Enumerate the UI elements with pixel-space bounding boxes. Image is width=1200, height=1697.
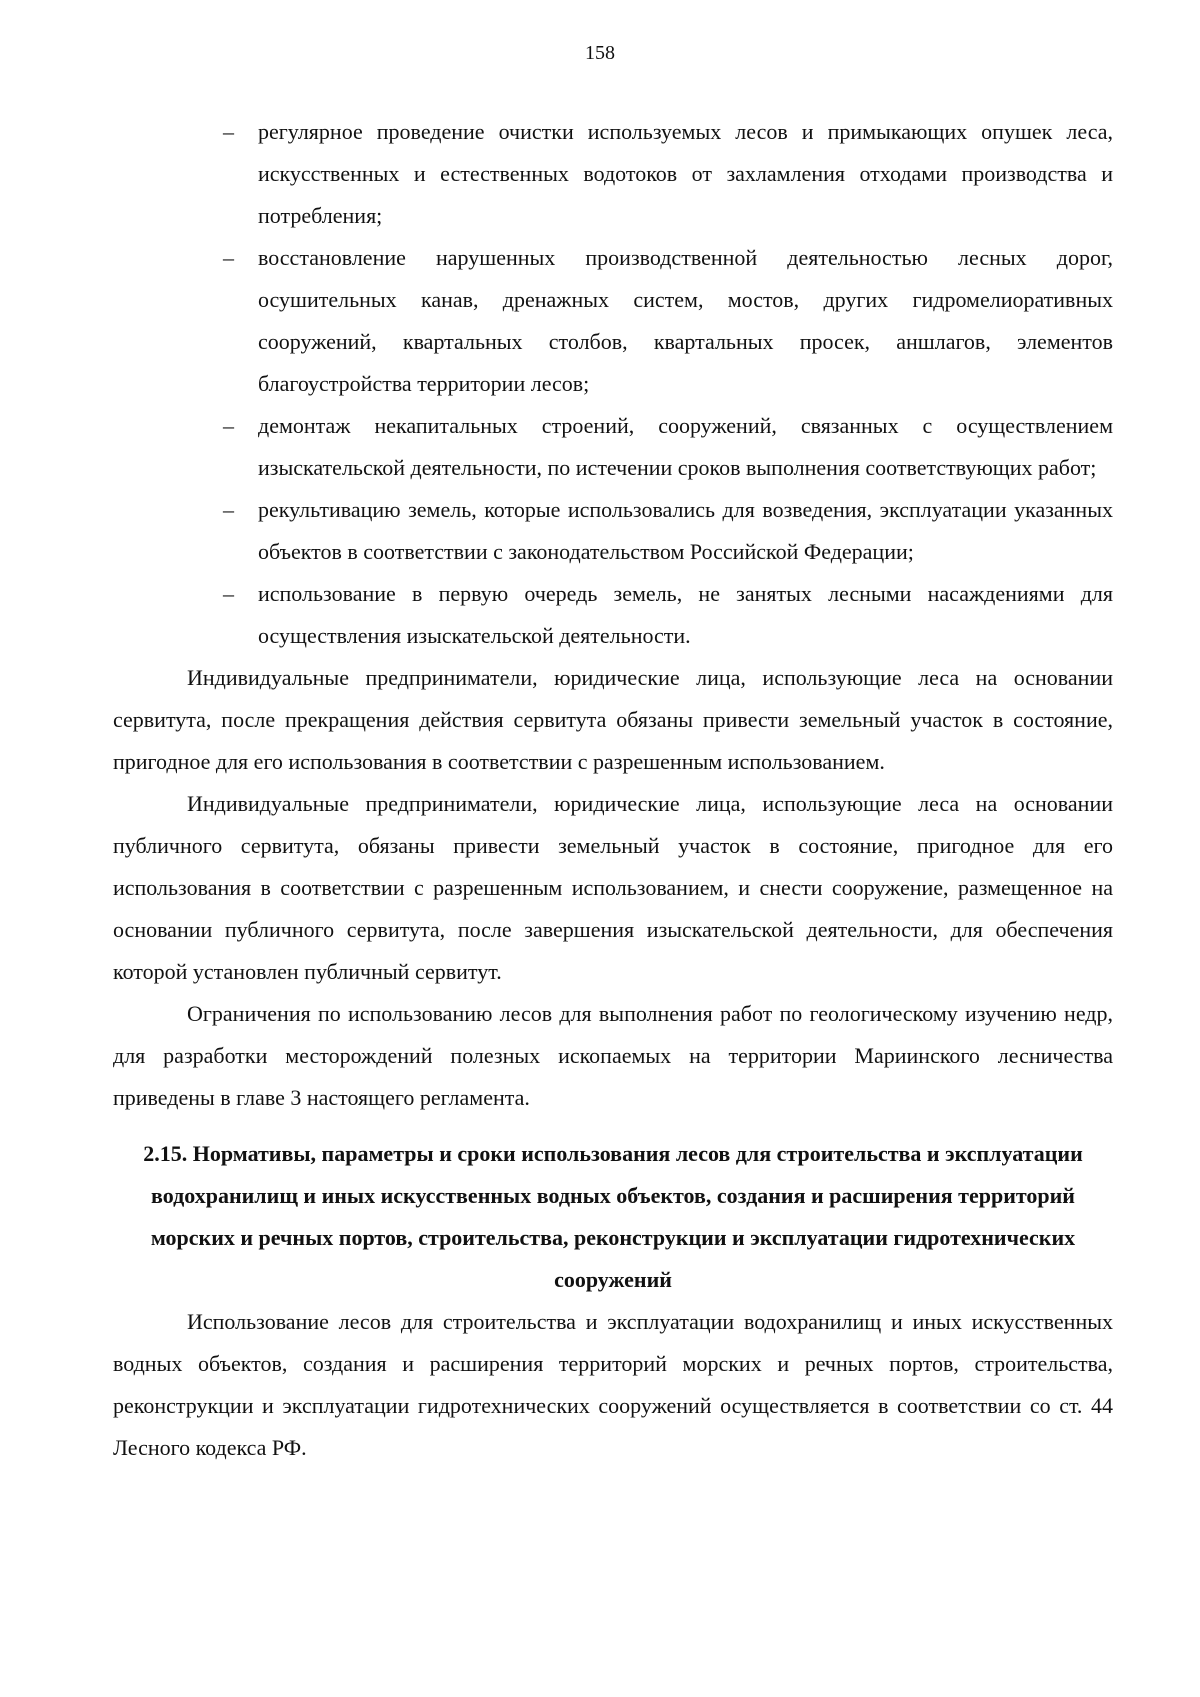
bullet-text: регулярное проведение очистки используемых лесов и примыкающих опушек леса, искусственных и естественных водотоков от захламления отходами производства и потребления; xyxy=(258,119,1113,228)
bullet-item xyxy=(113,489,1113,573)
bullet-dash: – xyxy=(223,413,234,438)
paragraph-public-servitude: Индивидуальные предприниматели, юридические лица, использующие леса на основании публичного сервитута, обязаны привести земельный участок в состояние, пригодное для его использования в соответствии с разрешенным использованием, и снести сооружение, размещенное на основании публичного сервитута, после завершения изыскательской деятельности, для обеспечения которой установлен публичный сервитут. xyxy=(113,791,1113,984)
section-heading: 2.15. Нормативы, параметры и сроки использования лесов для строительства и эксплуатации водохранилищ и иных искусственных водных объектов, создания и расширения территорий морских и речных портов, строительства, реконструкции и эксплуатации гидротехнических сооружений xyxy=(143,1141,1083,1292)
page-body xyxy=(113,111,1113,1469)
bullet-text: использование в первую очередь земель, не занятых лесными насаждениями для осуществления изыскательской деятельности. xyxy=(258,581,1113,648)
bullet-item xyxy=(113,111,1113,237)
bullet-dash: – xyxy=(223,245,234,270)
bullet-text: рекультивацию земель, которые использовались для возведения, эксплуатации указанных объектов в соответствии с законодательством Российской Федерации; xyxy=(258,497,1113,564)
bullet-item xyxy=(113,405,1113,489)
bullet-dash: – xyxy=(223,497,234,522)
bullet-item xyxy=(113,237,1113,405)
bullet-text: демонтаж некапитальных строений, сооружений, связанных с осуществлением изыскательской деятельности, по истечении сроков выполнения соответствующих работ; xyxy=(258,413,1113,480)
bullet-dash: – xyxy=(223,119,234,144)
bullet-text: восстановление нарушенных производственной деятельностью лесных дорог, осушительных канав, дренажных систем, мостов, других гидромелиоративных сооружений, квартальных столбов, квартальных просек, аншлагов, элементов благоустройства территории лесов; xyxy=(258,245,1113,396)
bullet-dash: – xyxy=(223,581,234,606)
page-number: 158 xyxy=(585,42,615,64)
paragraph-geology-restrictions: Ограничения по использованию лесов для выполнения работ по геологическому изучению недр, для разработки месторождений полезных ископаемых на территории Мариинского лесничества приведены в главе 3 настоящего регламента. xyxy=(113,1001,1113,1110)
paragraph-reservoirs: Использование лесов для строительства и эксплуатации водохранилищ и иных искусственных водных объектов, создания и расширения территорий морских и речных портов, строительства, реконструкции и эксплуатации гидротехнических сооружений осуществляется в соответствии со ст. 44 Лесного кодекса РФ. xyxy=(113,1309,1113,1460)
paragraph-servitude: Индивидуальные предприниматели, юридические лица, использующие леса на основании сервитута, после прекращения действия сервитута обязаны привести земельный участок в состояние, пригодное для его использования в соответствии с разрешенным использованием. xyxy=(113,665,1113,774)
bullet-list xyxy=(113,111,1113,657)
bullet-item xyxy=(113,573,1113,657)
